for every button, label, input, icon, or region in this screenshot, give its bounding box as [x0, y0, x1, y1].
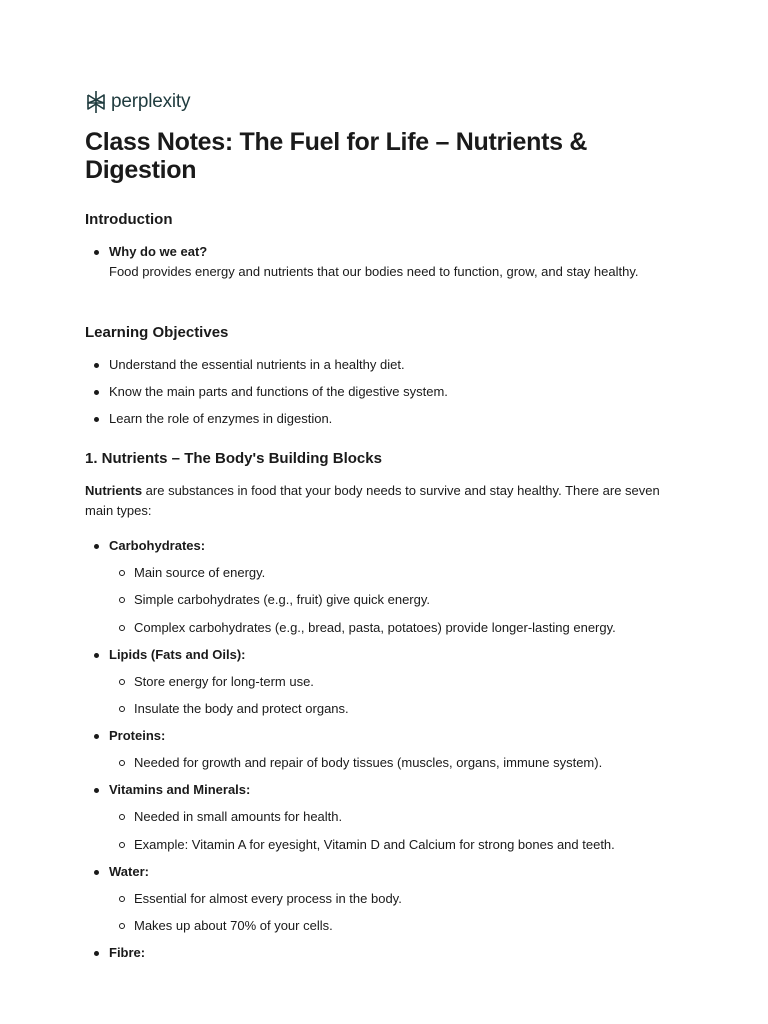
- list-item-fibre: Fibre:: [109, 943, 669, 963]
- sub-list-item: Store energy for long-term use.: [134, 672, 694, 692]
- sub-list-item: Simple carbohydrates (e.g., fruit) give quick energy.: [134, 590, 694, 610]
- sub-list-item: Needed in small amounts for health.: [134, 807, 694, 827]
- list-item-lipids: Lipids (Fats and Oils):: [109, 645, 669, 665]
- section-heading-introduction: Introduction: [85, 211, 173, 228]
- sub-list-item: Insulate the body and protect organs.: [134, 699, 694, 719]
- intro-answer: Food provides energy and nutrients that our bodies need to function, grow, and stay healthy.: [109, 264, 639, 279]
- list-item: Understand the essential nutrients in a healthy diet.: [109, 355, 669, 375]
- sub-list-item: Needed for growth and repair of body tissues (muscles, organs, immune system).: [134, 753, 694, 773]
- sub-list-item: Main source of energy.: [134, 563, 694, 583]
- sub-list-item: Makes up about 70% of your cells.: [134, 916, 694, 936]
- list-item: Know the main parts and functions of the digestive system.: [109, 382, 669, 402]
- sub-list-item: Complex carbohydrates (e.g., bread, pasta, potatoes) provide longer-lasting energy.: [134, 618, 694, 638]
- nutrients-intro-text: are substances in food that your body needs to survive and stay healthy. There are seven main types:: [85, 483, 660, 518]
- brand-name: perplexity: [111, 91, 191, 112]
- perplexity-logo-icon: [85, 90, 107, 114]
- page-title: Class Notes: The Fuel for Life – Nutrients & Digestion: [85, 128, 588, 184]
- list-item-vitamins-minerals: Vitamins and Minerals:: [109, 780, 669, 800]
- list-item-carbohydrates: Carbohydrates:: [109, 536, 669, 556]
- nutrients-intro: [85, 481, 685, 521]
- section-heading-objectives: Learning Objectives: [85, 324, 229, 341]
- sub-list-item: Example: Vitamin A for eyesight, Vitamin D and Calcium for strong bones and teeth.: [134, 835, 694, 855]
- nutrients-term: Nutrients: [85, 483, 143, 498]
- list-item: [109, 242, 669, 282]
- section-heading-nutrients: 1. Nutrients – The Body's Building Blocks: [85, 450, 382, 467]
- brand-logo: [85, 90, 190, 114]
- intro-question: Why do we eat?: [109, 244, 208, 259]
- list-item: Learn the role of enzymes in digestion.: [109, 409, 669, 429]
- list-item-proteins: Proteins:: [109, 726, 669, 746]
- sub-list-item: Essential for almost every process in the body.: [134, 889, 694, 909]
- list-item-water: Water:: [109, 862, 669, 882]
